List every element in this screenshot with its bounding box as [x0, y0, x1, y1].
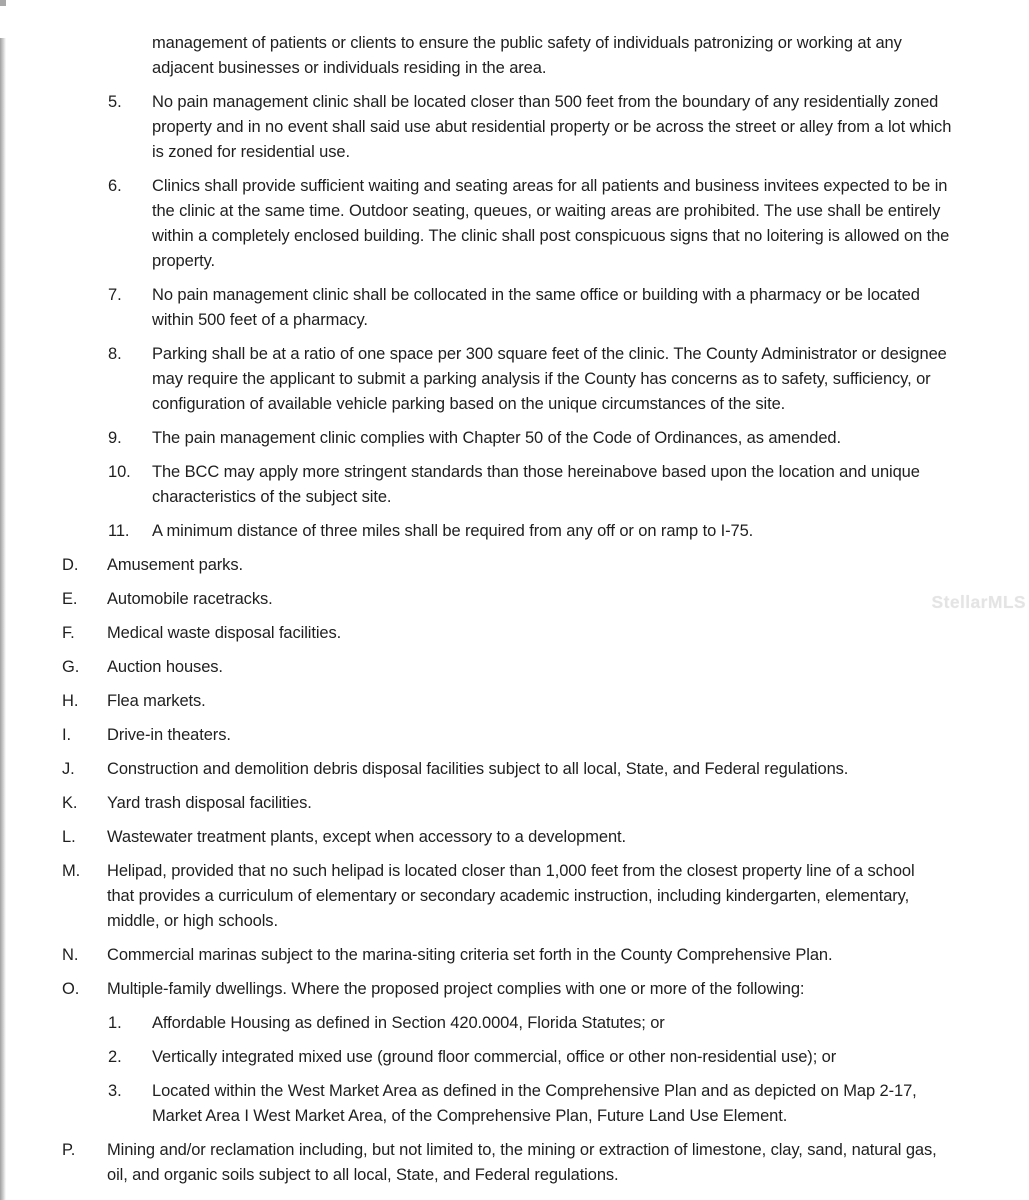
item-label: 3.	[108, 1082, 122, 1100]
item-label: 6.	[108, 177, 122, 195]
item-text: Construction and demolition debris disposal facilities subject to all local, State, and Federal regulations.	[107, 760, 849, 778]
item-text: Flea markets.	[107, 692, 206, 710]
list-item-lettered	[0, 587, 1029, 612]
list-item-lettered	[0, 757, 1029, 782]
item-label: 1.	[108, 1014, 122, 1032]
list-item-lettered	[0, 723, 1029, 748]
item-text: Amusement parks.	[107, 556, 243, 574]
watermark: StellarMLS	[931, 592, 1026, 612]
item-text: No pain management clinic shall be located closer than 500 feet from the boundary of any residentially zoned property and in no event shall said use abut residential property or be across the street or alley from a lot which is zoned for residential use.	[152, 93, 952, 161]
item-text: Auction houses.	[107, 658, 223, 676]
item-label: 7.	[108, 286, 122, 304]
list-item-lettered	[0, 943, 1029, 968]
item-text: Helipad, provided that no such helipad is located closer than 1,000 feet from the closest property line of a school that provides a curriculum of elementary or secondary academic instruction, including kindergarten, elementary, middle, or high schools.	[107, 862, 915, 930]
paragraph-text: management of patients or clients to ensure the public safety of individuals patronizing or working at any adjacent businesses or individuals residing in the area.	[152, 34, 902, 77]
item-label: 2.	[108, 1048, 122, 1066]
item-text: Medical waste disposal facilities.	[107, 624, 342, 642]
list-item-numbered	[0, 460, 1029, 510]
item-label: J.	[62, 760, 75, 778]
item-label: N.	[62, 946, 79, 964]
item-label: H.	[62, 692, 79, 710]
item-text: Affordable Housing as defined in Section 420.0004, Florida Statutes; or	[152, 1014, 665, 1032]
list-item-lettered	[0, 621, 1029, 646]
item-label: 9.	[108, 429, 122, 447]
item-text: Located within the West Market Area as defined in the Comprehensive Plan and as depicted on Map 2-17, Market Area I West Market Area, of the Comprehensive Plan, Future Land Use Element.	[152, 1082, 917, 1125]
item-text: Automobile racetracks.	[107, 590, 273, 608]
list-item-numbered	[0, 90, 1029, 165]
item-text: Clinics shall provide sufficient waiting and seating areas for all patients and business invitees expected to be in the clinic at the same time. Outdoor seating, queues, or waiting areas are prohibited. The use shall be entirely within a completely enclosed building. The clinic shall post conspicuous signs that no loitering is allowed on the property.	[152, 177, 950, 270]
list-item-sub	[0, 1045, 1029, 1070]
item-text: Multiple-family dwellings. Where the proposed project complies with one or more of the following:	[107, 980, 805, 998]
list-item-numbered	[0, 174, 1029, 274]
item-label: 8.	[108, 345, 122, 363]
item-label: F.	[62, 624, 75, 642]
item-text: Commercial marinas subject to the marina-siting criteria set forth in the County Comprehensive Plan.	[107, 946, 833, 964]
list-item-sub	[0, 1079, 1029, 1129]
list-item-lettered	[0, 859, 1029, 934]
item-label: 5.	[108, 93, 122, 111]
item-label: K.	[62, 794, 78, 812]
paragraph-continuation	[0, 31, 1029, 81]
item-label: P.	[62, 1141, 76, 1159]
item-text: Parking shall be at a ratio of one space per 300 square feet of the clinic. The County Administrator or designee may require the applicant to submit a parking analysis if the County has concerns as to safety, sufficiency, or configuration of available vehicle parking based on the unique circumstances of the site.	[152, 345, 947, 413]
item-label: M.	[62, 862, 81, 880]
list-item-sub	[0, 1011, 1029, 1036]
item-label: 10.	[108, 463, 131, 481]
item-text: Mining and/or reclamation including, but not limited to, the mining or extraction of limestone, clay, sand, natural gas, oil, and organic soils subject to all local, State, and Federal regulations.	[107, 1141, 937, 1184]
item-text: Drive-in theaters.	[107, 726, 231, 744]
list-item-numbered	[0, 342, 1029, 417]
list-item-lettered	[0, 825, 1029, 850]
item-label: E.	[62, 590, 78, 608]
item-text: Yard trash disposal facilities.	[107, 794, 312, 812]
item-text: Wastewater treatment plants, except when accessory to a development.	[107, 828, 627, 846]
list-item-lettered	[0, 791, 1029, 816]
list-item-numbered	[0, 426, 1029, 451]
list-item-lettered	[0, 553, 1029, 578]
item-text: No pain management clinic shall be collocated in the same office or building with a pharmacy or be located within 500 feet of a pharmacy.	[152, 286, 920, 329]
item-label: D.	[62, 556, 79, 574]
item-text: A minimum distance of three miles shall be required from any off or on ramp to I-75.	[152, 522, 754, 540]
list-item-lettered	[0, 977, 1029, 1002]
list-item-numbered	[0, 519, 1029, 544]
item-label: G.	[62, 658, 80, 676]
item-text: The pain management clinic complies with Chapter 50 of the Code of Ordinances, as amended.	[152, 429, 841, 447]
scan-corner-artifact	[0, 0, 6, 6]
list-item-numbered	[0, 283, 1029, 333]
item-label: I.	[62, 726, 71, 744]
item-label: 11.	[108, 522, 130, 540]
item-label: L.	[62, 828, 76, 846]
list-item-lettered	[0, 689, 1029, 714]
item-text: Vertically integrated mixed use (ground floor commercial, office or other non-residential use); or	[152, 1048, 837, 1066]
list-item-lettered	[0, 1138, 1029, 1188]
item-text: The BCC may apply more stringent standards than those hereinabove based upon the location and unique characteristics of the subject site.	[152, 463, 920, 506]
list-item-lettered	[0, 655, 1029, 680]
item-label: O.	[62, 980, 80, 998]
